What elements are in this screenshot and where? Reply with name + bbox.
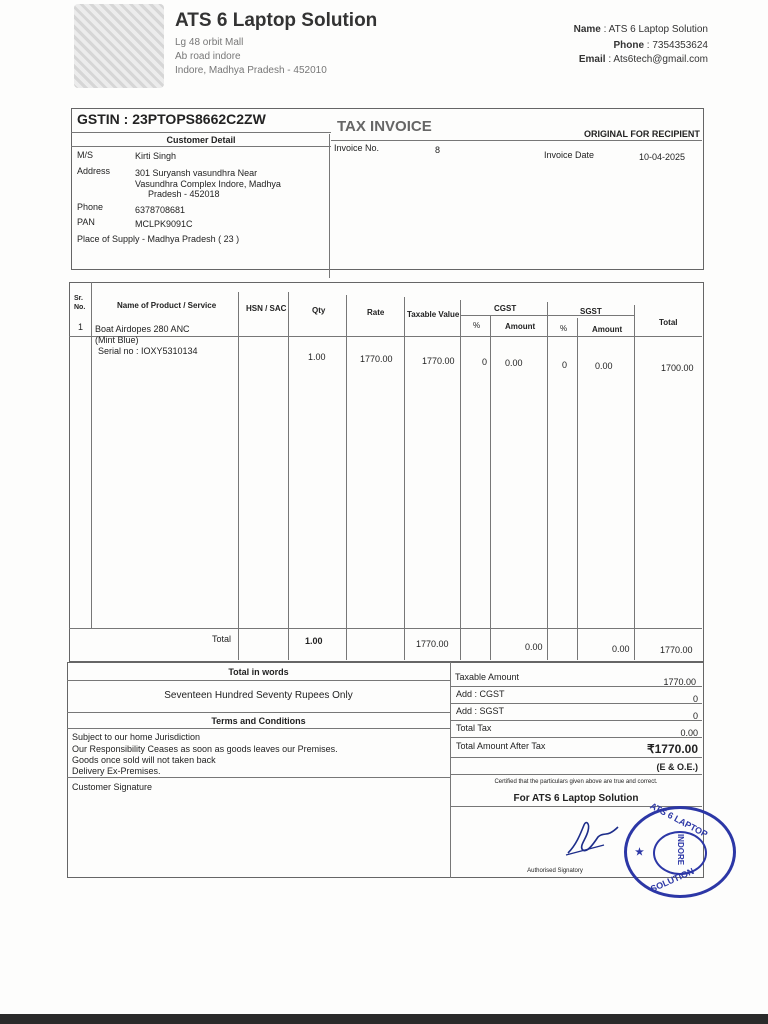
col-total: Total xyxy=(659,318,678,327)
col-hsn: HSN / SAC xyxy=(246,304,287,313)
terms-line: Delivery Ex-Premises. xyxy=(72,766,161,776)
total-taxable: 1770.00 xyxy=(416,639,449,649)
summary-label: Total Amount After Tax xyxy=(456,741,546,751)
customer-address-line: Vasundhra Complex Indore, Madhya xyxy=(135,179,281,189)
invoice-no-label: Invoice No. xyxy=(334,143,380,153)
scan-edge xyxy=(0,1014,768,1024)
place-of-supply: Place of Supply - Madhya Pradesh ( 23 ) xyxy=(77,234,240,244)
row-cgst-pct: 0 xyxy=(482,357,488,367)
total-label: Total xyxy=(212,634,232,644)
company-logo xyxy=(74,4,164,88)
row-product-line: (Mint Blue) xyxy=(95,335,139,345)
row-cgst-amt: 0.00 xyxy=(505,358,523,368)
row-sgst-amt: 0.00 xyxy=(595,361,613,371)
company-stamp xyxy=(624,800,736,898)
for-company: For ATS 6 Laptop Solution xyxy=(513,793,639,804)
words-title: Total in words xyxy=(228,667,289,677)
row-qty: 1.00 xyxy=(308,352,326,362)
customer-pan: MCLPK9091C xyxy=(135,219,193,229)
summary-label: Add : SGST xyxy=(456,706,505,716)
stamp-center-text: INDORE xyxy=(676,833,686,866)
pan-label: PAN xyxy=(77,217,95,227)
stamp-bottom-text: SOLUTION xyxy=(648,865,696,895)
company-address-line: Indore, Madhya Pradesh - 452010 xyxy=(175,65,327,76)
company-name: ATS 6 Laptop Solution xyxy=(175,10,378,31)
row-sgst-pct: 0 xyxy=(562,360,568,370)
summary-value: 0.00 xyxy=(680,728,698,738)
contact-phone: Phone : 7354353624 xyxy=(613,40,708,51)
col-sgst-amount: Amount xyxy=(592,325,623,334)
phone-label: Phone xyxy=(77,202,104,212)
summary-label: Total Tax xyxy=(456,723,492,733)
items-table xyxy=(69,282,704,662)
customer-address-line: Pradesh - 452018 xyxy=(148,189,220,199)
col-taxable: Taxable Value xyxy=(407,310,460,319)
stamp-star-icon: ★ xyxy=(635,847,644,858)
signature-mark xyxy=(562,815,622,860)
ms-label: M/S xyxy=(77,150,94,160)
summary-value: 0 xyxy=(692,694,698,704)
total-qty: 1.00 xyxy=(305,636,323,646)
customer-phone: 6378708681 xyxy=(135,205,186,215)
company-address-line: Ab road indore xyxy=(175,51,241,62)
customer-signature: Customer Signature xyxy=(72,782,153,792)
invoice-date: 10-04-2025 xyxy=(639,152,686,162)
terms-title: Terms and Conditions xyxy=(211,716,306,726)
invoice-title: TAX INVOICE xyxy=(337,118,432,135)
company-address-line: Lg 48 orbit Mall xyxy=(175,37,244,48)
col-sgst: SGST xyxy=(580,307,602,316)
total-cgst: 0.00 xyxy=(525,642,543,652)
certified-text: Certified that the particulars given above are true and correct. xyxy=(494,779,658,785)
grand-total: ₹1770.00 xyxy=(646,742,698,756)
invoice-no: 8 xyxy=(435,145,441,155)
contact-name: Name : ATS 6 Laptop Solution xyxy=(573,24,708,35)
stamp-top-text: ATS 6 LAPTOP xyxy=(648,800,710,840)
col-product: Name of Product / Service xyxy=(117,301,217,310)
invoice-date-label: Invoice Date xyxy=(544,150,595,160)
total-sgst: 0.00 xyxy=(612,644,630,654)
total-grand: 1770.00 xyxy=(660,645,693,655)
col-cgst: CGST xyxy=(494,304,517,313)
terms-line: Our Responsibility Ceases as soon as goods leaves our Premises. xyxy=(72,744,338,754)
customer-address-line: 301 Suryansh vasundhra Near xyxy=(135,168,258,178)
eoe: (E & O.E.) xyxy=(656,762,698,772)
summary-label: Add : CGST xyxy=(456,689,505,699)
col-cgst-amount: Amount xyxy=(505,322,536,331)
col-sgst-pct: % xyxy=(560,324,568,333)
col-cgst-pct: % xyxy=(473,321,481,330)
authorised-signatory: Authorised Signatory xyxy=(527,868,583,874)
row-taxable: 1770.00 xyxy=(422,356,455,366)
col-sr: Sr. No. xyxy=(74,295,86,311)
copy-label: ORIGINAL FOR RECIPIENT xyxy=(584,129,700,139)
row-product-line: Boat Airdopes 280 ANC xyxy=(95,324,190,334)
terms-line: Subject to our home Jurisdiction xyxy=(72,732,201,742)
address-label: Address xyxy=(77,166,111,176)
row-rate: 1770.00 xyxy=(360,354,393,364)
contact-email: Email : Ats6tech@gmail.com xyxy=(578,54,708,65)
summary-value: 1770.00 xyxy=(663,677,696,687)
amount-in-words: Seventeen Hundred Seventy Rupees Only xyxy=(164,690,353,701)
row-sr: 1 xyxy=(78,322,84,332)
row-product-line: Serial no : IOXY5310134 xyxy=(98,346,198,356)
col-rate: Rate xyxy=(367,308,385,317)
col-qty: Qty xyxy=(312,306,326,315)
summary-label: Taxable Amount xyxy=(455,672,520,682)
customer-section-title: Customer Detail xyxy=(166,135,236,145)
summary-value: 0 xyxy=(692,711,698,721)
gstin: GSTIN : 23PTOPS8662C2ZW xyxy=(77,111,266,127)
customer-name: Kirti Singh xyxy=(135,151,177,161)
row-total: 1700.00 xyxy=(661,363,694,373)
terms-line: Goods once sold will not taken back xyxy=(72,755,216,765)
